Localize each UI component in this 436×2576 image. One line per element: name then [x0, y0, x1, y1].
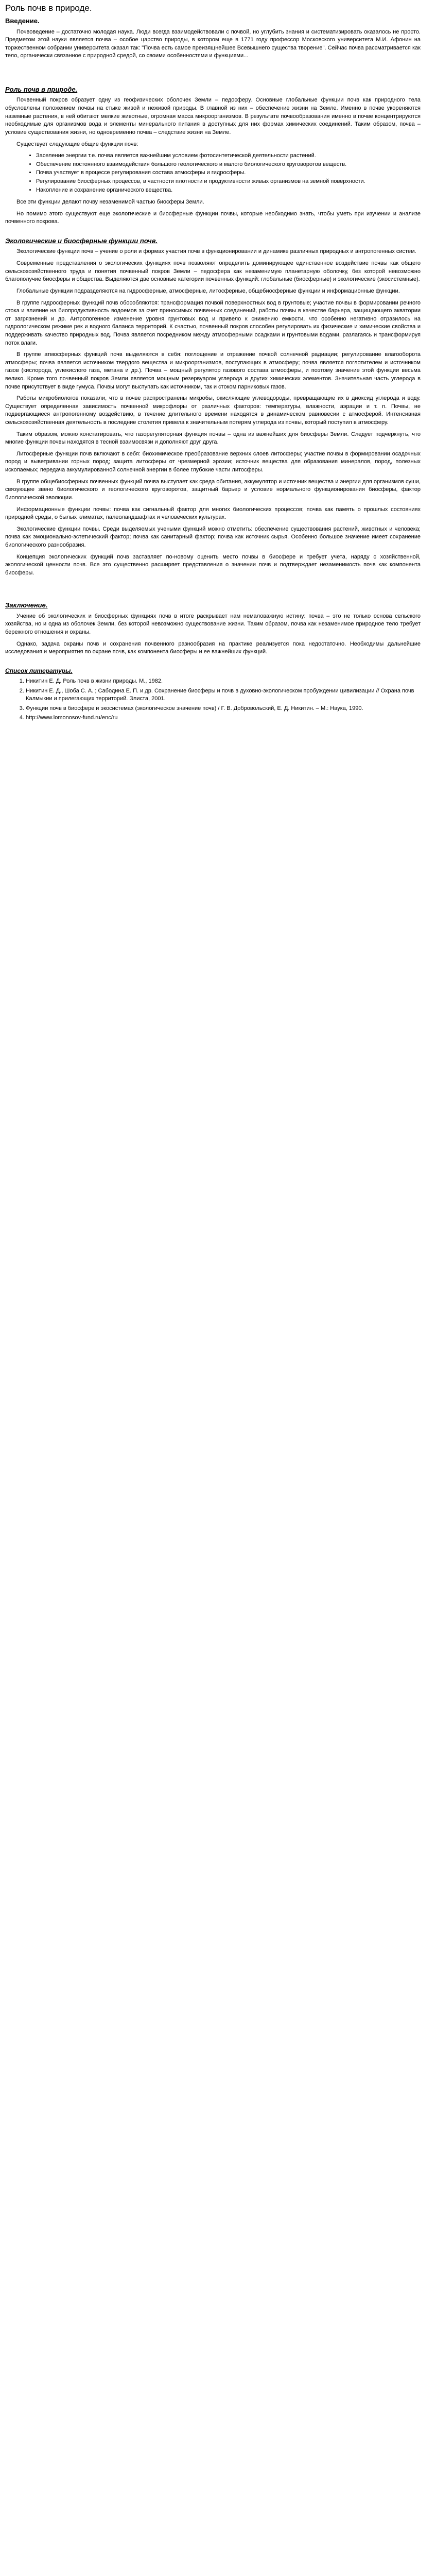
role-section	[5, 85, 421, 226]
ecological-paragraph: Информационные функции почвы: почва как сигнальный фактор для многих биологических процессов; почва как память о прошлых состояниях природной среды, о былых климатах, палеоландшафтах и человеческих культурах.	[5, 506, 421, 521]
ecological-paragraph: Литосферные функции почв включают в себя: биохимическое преобразование верхних слоев литосферы; участие почвы в формировании осадочных пород и выветривании горных пород; защита литосферы от чрезмерной эрозии; источник вещества для образования минералов, пород, полезных ископаемых; передача аккумулированной солнечной энергии в более глубокие части литосферы.	[5, 450, 421, 473]
references-list	[5, 677, 421, 722]
conclusion-heading: Заключение.	[5, 601, 48, 609]
ecological-paragraph: В группе гидросферных функций почв обособляются: трансформация почвой поверхностных вод в грунтовые; участие почвы в формировании речного стока и влияние на биопродуктивность водоемов за счет приносимых почвенных соединений, работы почвы в качестве барьера, защищающего акватории от загрязнений и др. Антропогенное изменение уровня грунтовых вод и привело к снижению емкости, что особенно негативно отразилось на гидрологическом режиме рек и водного баланса территорий. К счастью, почвенный покров способен регулировать их физические и химические свойства и поддерживать качество природных вод. Почва является посредником между атмосферными осадками и грунтовыми водами, разлагаясь и трансформируя поток влаги.	[5, 299, 421, 346]
spacer	[5, 587, 421, 601]
document-page	[0, 0, 426, 743]
conclusion-paragraph: Однако, задача охраны почв и сохранения почвенного разнообразия на практике реализуется пока недостаточно. Необходимы дальнейшие исследования и мероприятия по охране почв, как компонента биосферы и ее важнейших функций.	[5, 640, 421, 655]
role-heading: Роль почв в природе.	[5, 86, 78, 94]
ecological-paragraph: Работы микробиологов показали, что в почве распространены микробы, окисляющие углеводороды, превращающие их в диоксид углерода и воду. Существует определенная зависимость почвенной микрофлоры от различных факторов: температуры, влажности, аэрации и т. п. Почвы, не подвергающиеся антропогенному воздействию, в течение длительного времени находятся в динамическом равновесии с атмосферой. Интенсивная сельскохозяйственная деятельность в последние столетия привела к значительным потерям углерода из почвы, который поступил в атмосферу.	[5, 395, 421, 426]
functions-list	[5, 152, 421, 194]
ecological-paragraph: Экологические функции почвы. Среди выделяемых учеными функций можно отметить: обеспечение существования растений, животных и человека; почва как эмоционально-эстетический фактор; почва как санитарный фактор; почва как источник сырья. Особенно большое значение имеет сохранение биологического разнообразия.	[5, 526, 421, 548]
ecological-paragraph: Современные представления о экологических функциях почв позволяют определить доминирующее единственное воздействие почвы как общего сельскохозяйственного труда и понятия почвенный покров Земли – педосфера как незаменимую планетарную оболочку, без которой невозможно благополучие биосферы и общества. Выделяются две основные категории почвенных функций: глобальные (биосферные) и экологические (экосистемные).	[5, 260, 421, 283]
list-item: • Накопление и сохранение органического вещества.	[36, 187, 421, 195]
ecological-paragraph: Таким образом, можно констатировать, что газорегуляторная функция почвы – одна из важнейших для биосферы Земли. Следует подчеркнуть, что многие функции почвы находятся в тесной взаимосвязи и дополняют друг друга.	[5, 431, 421, 446]
intro-paragraph: Почвоведение – достаточно молодая наука. Люди всегда взаимодействовали с почвой, но углубить знания и систематизировать оказалось не просто. Предметом этой науки является почва – особое царство природы, в котором еще в 1771 году профессор Московского университета М.И. Афонин на торжественном собрании университета сказал так: "Почва есть самое преизящнейшее Всевышнего существа творение". Сейчас почва рассматривается как тело, органически связанное с природной средой, со своими особенностями и функциями...	[5, 28, 421, 59]
conclusion-paragraph: Учение об экологических и биосферных функциях почв в итоге раскрывает нам немаловажную истину: почва – это не только основа сельского хозяйства, но и одна из оболочек Земли, без которой невозможно существование жизни. Таким образом, почва как незаменимое природное тело требует бережного отношения и охраны.	[5, 613, 421, 636]
reference-item: 2. Никитин Е. Д., Шоба С. А. ; Сабодина Е. П. и др. Сохранение биосферы и почв в духовно-экологическом пробуждении цивилизации // Охрана почв Калмыкии и прилегающих территорий. Элиста, 2001.	[26, 687, 421, 703]
references-heading: Список литературы.	[5, 667, 73, 674]
role-paragraph: Почвенный покров образует одну из геофизических оболочек Земли – педосферу. Основные глобальные функции почв как природного тела обусловлены положением почвы на стыке живой и неживой природы. В главной из них – обеспечение жизни на Земле. Именно в почве укореняются наземные растения, в ней обитают мелкие животные, огромная масса микроорганизмов. В результате почвообразования именно в почве концентрируются необходимые для организмов вода и элементы минерального питания в доступных для них формах химических соединений. Таким образом, почва – условие существования жизни, но одновременно почва – следствие жизни на Земле.	[5, 97, 421, 135]
ecological-section	[5, 236, 421, 577]
list-item: • Заселение энергии т.е. почва является важнейшим условием фотосинтетической деятельности растений.	[36, 152, 421, 160]
reference-item: 1. Никитин Е. Д. Роль почв в жизни природы. М., 1982.	[26, 677, 421, 686]
ecological-paragraph: В группе атмосферных функций почв выделяются в себя: поглощение и отражение почвой солнечной радиации; регулирование влагооборота атмосферы; почва является источником твердого вещества и микроорганизмов, поступающих в атмосферу; почва является поглотителем и источником газов (кислорода, углекислого газа, метана и др.). Почва – мощный регулятор газового состава атмосферы, и поэтому значение этой функции весьма велико. Кроме того почвенный покров Земли является мощным резервуаром углерода и других химических элементов. Значительная часть углерода в почве присутствует в виде гумуса. Почвы могут выступать как источником, так и стоком парниковых газов.	[5, 351, 421, 390]
references-section	[5, 667, 421, 722]
ecological-paragraph: Экологические функции почв – учение о роли и формах участия почв в функционировании и динамике различных природных и антропогенных систем.	[16, 248, 416, 255]
role-paragraph: Существует следующие общие функции почв:	[16, 141, 138, 147]
conclusion-section	[5, 601, 421, 656]
ecological-paragraph: Глобальные функции подразделяются на гидросферные, атмосферные, литосферные, общебиосферные функции и информационные функции.	[16, 287, 400, 294]
page-title: Роль почв в природе.	[5, 3, 92, 13]
reference-link[interactable]: 4. http://www.lomonosov-fund.ru/enc/ru	[26, 714, 421, 722]
reference-item: 3. Функции почв в биосфере и экосистемах (экологическое значение почв) / Г. В. Добровольский, Е. Д. Никитин. – М.: Наука, 1990.	[26, 705, 421, 713]
spacer	[5, 72, 421, 85]
list-item: • Почва участвует в процессе регулирования состава атмосферы и гидросферы.	[36, 169, 421, 177]
ecological-heading: Экологические и биосферные функции почв.	[5, 237, 158, 245]
role-paragraph: Но помимо этого существуют еще экологические и биосферные функции почвы, которые необходимо знать, чтобы уметь при изучении и анализе почвенного покрова.	[5, 210, 421, 225]
intro-section	[5, 16, 421, 60]
role-paragraph: Все эти функции делают почву незаменимой частью биосферы Земли.	[16, 199, 204, 206]
intro-heading: Введение.	[5, 17, 40, 25]
list-item: • Обеспечение постоянного взаимодействия большого геологического и малого биологического круговоротов веществ.	[36, 161, 421, 169]
list-item: • Регулирование биосферных процессов, в частности плотности и продуктивности живых организмов на земной поверхности.	[36, 178, 421, 186]
ecological-paragraph: В группе общебиосферных почвенных функций почва выступает как среда обитания, аккумулятор и источник вещества и энергии для организмов суши, связующее звено биологического и геологического круговоротов, защитный барьер и условие нормального функционирования биосферы, фактор биологической эволюции.	[5, 478, 421, 501]
ecological-paragraph: Концепция экологических функций почв заставляет по-новому оценить место почвы в биосфере и требует учета, наряду с хозяйственной, экологической ценности почв. Все это существенно расширяет представления о значении почв и подтверждает незаменимость почв как компонента биосферы.	[5, 553, 421, 576]
